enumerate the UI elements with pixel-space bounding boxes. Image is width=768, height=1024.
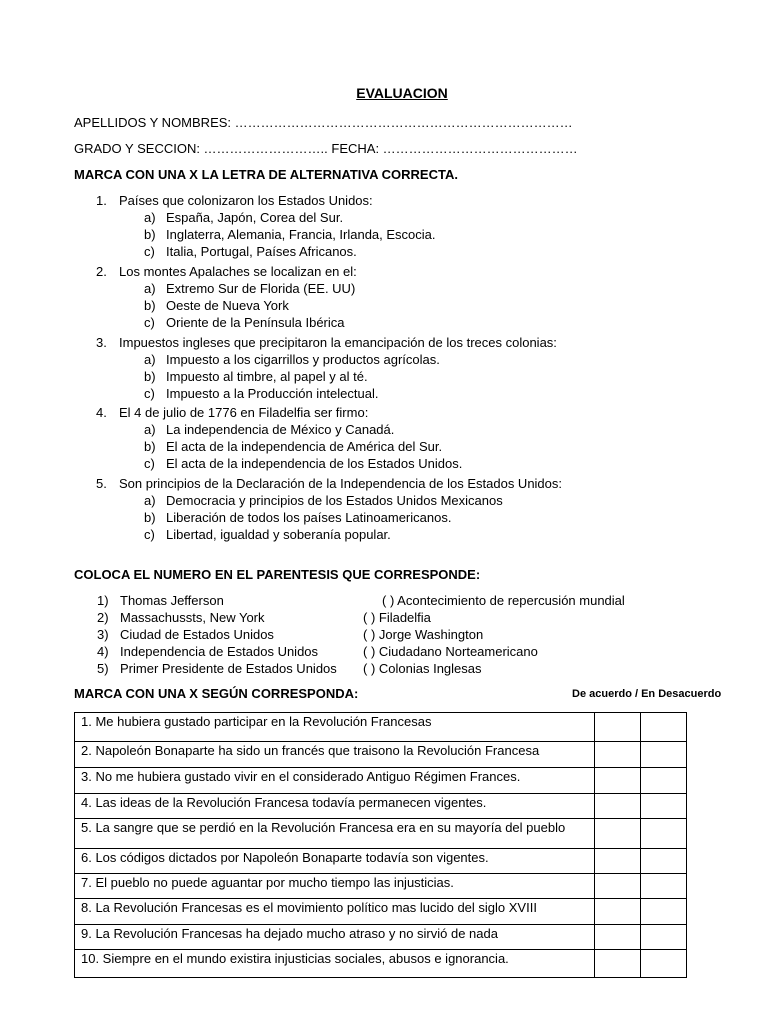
option-text: España, Japón, Corea del Sur. bbox=[166, 210, 344, 225]
option-letter: a) bbox=[144, 352, 156, 367]
agree-checkbox-cell[interactable] bbox=[595, 950, 641, 978]
match-right-item[interactable]: ( ) Jorge Washington bbox=[363, 627, 484, 642]
names-field: APELLIDOS Y NOMBRES: …………………………………………………………………… bbox=[74, 115, 573, 130]
answer-option[interactable] bbox=[144, 369, 368, 384]
statement-cell: 3. No me hubiera gustado vivir en el considerado Antiguo Régimen Frances. bbox=[75, 768, 595, 794]
option-letter: b) bbox=[144, 369, 156, 384]
question-text: Impuestos ingleses que precipitaron la emancipación de los treces colonias: bbox=[119, 335, 557, 350]
statement-cell: 10. Siempre en el mundo existira injusticias sociales, abusos e ignorancia. bbox=[75, 950, 595, 978]
table-row bbox=[75, 768, 687, 794]
disagree-checkbox-cell[interactable] bbox=[641, 742, 687, 768]
match-left-item: Thomas Jefferson bbox=[120, 593, 224, 608]
option-text: Democracia y principios de los Estados Unidos Mexicanos bbox=[166, 493, 503, 508]
statement-cell: 2. Napoleón Bonaparte ha sido un francés que traisono la Revolución Francesa bbox=[75, 742, 595, 768]
table-row bbox=[75, 849, 687, 874]
option-text: Oeste de Nueva York bbox=[166, 298, 289, 313]
disagree-checkbox-cell[interactable] bbox=[641, 899, 687, 925]
option-letter: a) bbox=[144, 210, 156, 225]
option-letter: b) bbox=[144, 298, 156, 313]
question-text: Son principios de la Declaración de la Independencia de los Estados Unidos: bbox=[119, 476, 563, 491]
option-text: Impuesto a los cigarrillos y productos agrícolas. bbox=[166, 352, 440, 367]
match-number: 2) bbox=[97, 610, 109, 625]
match-number: 4) bbox=[97, 644, 109, 659]
answer-option[interactable] bbox=[144, 422, 394, 437]
disagree-checkbox-cell[interactable] bbox=[641, 819, 687, 849]
match-number: 3) bbox=[97, 627, 109, 642]
table-row bbox=[75, 794, 687, 819]
table-row bbox=[75, 950, 687, 978]
match-left-item: Massachussts, New York bbox=[120, 610, 265, 625]
option-letter: b) bbox=[144, 227, 156, 242]
match-number: 1) bbox=[97, 593, 109, 608]
match-left-item: Primer Presidente de Estados Unidos bbox=[120, 661, 337, 676]
grade-date-field: GRADO Y SECCION: ……………………….. FECHA: ……………………………………… bbox=[74, 141, 578, 156]
answer-option[interactable] bbox=[144, 386, 378, 401]
agree-checkbox-cell[interactable] bbox=[595, 768, 641, 794]
table-row bbox=[75, 899, 687, 925]
agree-checkbox-cell[interactable] bbox=[595, 925, 641, 950]
answer-option[interactable] bbox=[144, 298, 289, 313]
table-row bbox=[75, 874, 687, 899]
option-text: Oriente de la Península Ibérica bbox=[166, 315, 345, 330]
statement-cell: 1. Me hubiera gustado participar en la Revolución Francesas bbox=[75, 713, 595, 742]
statement-cell: 4. Las ideas de la Revolución Francesa todavía permanecen vigentes. bbox=[75, 794, 595, 819]
agree-checkbox-cell[interactable] bbox=[595, 874, 641, 899]
section2-heading: COLOCA EL NUMERO EN EL PARENTESIS QUE CORRESPONDE: bbox=[74, 567, 481, 582]
question-number: 5. bbox=[96, 476, 107, 491]
question-text: Los montes Apalaches se localizan en el: bbox=[119, 264, 357, 279]
agree-checkbox-cell[interactable] bbox=[595, 849, 641, 874]
option-letter: c) bbox=[144, 456, 155, 471]
option-text: Extremo Sur de Florida (EE. UU) bbox=[166, 281, 356, 296]
answer-option[interactable] bbox=[144, 315, 345, 330]
answer-option[interactable] bbox=[144, 439, 442, 454]
option-text: Impuesto a la Producción intelectual. bbox=[166, 386, 379, 401]
option-text: Italia, Portugal, Países Africanos. bbox=[166, 244, 357, 259]
answer-option[interactable] bbox=[144, 227, 436, 242]
question-number: 1. bbox=[96, 193, 107, 208]
option-text: Liberación de todos los países Latinoamericanos. bbox=[166, 510, 452, 525]
question bbox=[96, 264, 357, 279]
question-text: El 4 de julio de 1776 en Filadelfia ser firmo: bbox=[119, 405, 369, 420]
option-letter: c) bbox=[144, 315, 155, 330]
question-number: 3. bbox=[96, 335, 107, 350]
match-right-item[interactable]: ( ) Ciudadano Norteamericano bbox=[363, 644, 538, 659]
match-number: 5) bbox=[97, 661, 109, 676]
statement-cell: 6. Los códigos dictados por Napoleón Bonaparte todavía son vigentes. bbox=[75, 849, 595, 874]
option-text: El acta de la independencia de América del Sur. bbox=[166, 439, 443, 454]
answer-option[interactable] bbox=[144, 281, 355, 296]
section1-heading: MARCA CON UNA X LA LETRA DE ALTERNATIVA CORRECTA. bbox=[74, 167, 458, 182]
agree-checkbox-cell[interactable] bbox=[595, 713, 641, 742]
question bbox=[96, 405, 368, 420]
question bbox=[96, 193, 373, 208]
disagree-checkbox-cell[interactable] bbox=[641, 874, 687, 899]
disagree-checkbox-cell[interactable] bbox=[641, 794, 687, 819]
statement-cell: 8. La Revolución Francesas es el movimiento político mas lucido del siglo XVIII bbox=[75, 899, 595, 925]
match-right-item[interactable]: ( ) Acontecimiento de repercusión mundial bbox=[382, 593, 625, 608]
table-row bbox=[75, 713, 687, 742]
agree-checkbox-cell[interactable] bbox=[595, 794, 641, 819]
match-right-item[interactable]: ( ) Colonias Inglesas bbox=[363, 661, 482, 676]
match-left-item: Independencia de Estados Unidos bbox=[120, 644, 319, 659]
disagree-checkbox-cell[interactable] bbox=[641, 925, 687, 950]
disagree-checkbox-cell[interactable] bbox=[641, 768, 687, 794]
section3-heading: MARCA CON UNA X SEGÚN CORRESPONDA: bbox=[74, 686, 359, 701]
agree-checkbox-cell[interactable] bbox=[595, 742, 641, 768]
question-text: Países que colonizaron los Estados Unidos: bbox=[119, 193, 373, 208]
question-number: 2. bbox=[96, 264, 107, 279]
option-letter: c) bbox=[144, 527, 155, 542]
statement-cell: 9. La Revolución Francesas ha dejado mucho atraso y no sirvió de nada bbox=[75, 925, 595, 950]
option-text: Inglaterra, Alemania, Francia, Irlanda, Escocia. bbox=[166, 227, 436, 242]
table-row bbox=[75, 819, 687, 849]
option-text: La independencia de México y Canadá. bbox=[166, 422, 395, 437]
option-letter: c) bbox=[144, 386, 155, 401]
statement-cell: 7. El pueblo no puede aguantar por mucho tiempo las injusticias. bbox=[75, 874, 595, 899]
disagree-checkbox-cell[interactable] bbox=[641, 950, 687, 978]
answer-option[interactable] bbox=[144, 527, 391, 542]
option-letter: c) bbox=[144, 244, 155, 259]
option-letter: b) bbox=[144, 510, 156, 525]
option-text: Libertad, igualdad y soberanía popular. bbox=[166, 527, 391, 542]
answer-option[interactable] bbox=[144, 244, 357, 259]
option-letter: b) bbox=[144, 439, 156, 454]
option-text: Impuesto al timbre, al papel y al té. bbox=[166, 369, 368, 384]
agreement-table bbox=[74, 712, 687, 978]
agreement-columns-label: De acuerdo / En Desacuerdo bbox=[572, 688, 722, 700]
match-left-item: Ciudad de Estados Unidos bbox=[120, 627, 274, 642]
question bbox=[96, 335, 557, 350]
option-letter: a) bbox=[144, 422, 156, 437]
option-text: El acta de la independencia de los Estados Unidos. bbox=[166, 456, 463, 471]
disagree-checkbox-cell[interactable] bbox=[641, 849, 687, 874]
answer-option[interactable] bbox=[144, 456, 462, 471]
answer-option[interactable] bbox=[144, 510, 451, 525]
option-letter: a) bbox=[144, 281, 156, 296]
agree-checkbox-cell[interactable] bbox=[595, 819, 641, 849]
option-letter: a) bbox=[144, 493, 156, 508]
answer-option[interactable] bbox=[144, 352, 440, 367]
question-number: 4. bbox=[96, 405, 107, 420]
answer-option[interactable] bbox=[144, 493, 503, 508]
page-title: EVALUACION bbox=[356, 85, 448, 101]
match-right-item[interactable]: ( ) Filadelfia bbox=[363, 610, 431, 625]
question bbox=[96, 476, 562, 491]
agree-checkbox-cell[interactable] bbox=[595, 899, 641, 925]
table-row bbox=[75, 925, 687, 950]
disagree-checkbox-cell[interactable] bbox=[641, 713, 687, 742]
answer-option[interactable] bbox=[144, 210, 343, 225]
statement-cell: 5. La sangre que se perdió en la Revolución Francesa era en su mayoría del pueblo bbox=[75, 819, 595, 849]
table-row bbox=[75, 742, 687, 768]
